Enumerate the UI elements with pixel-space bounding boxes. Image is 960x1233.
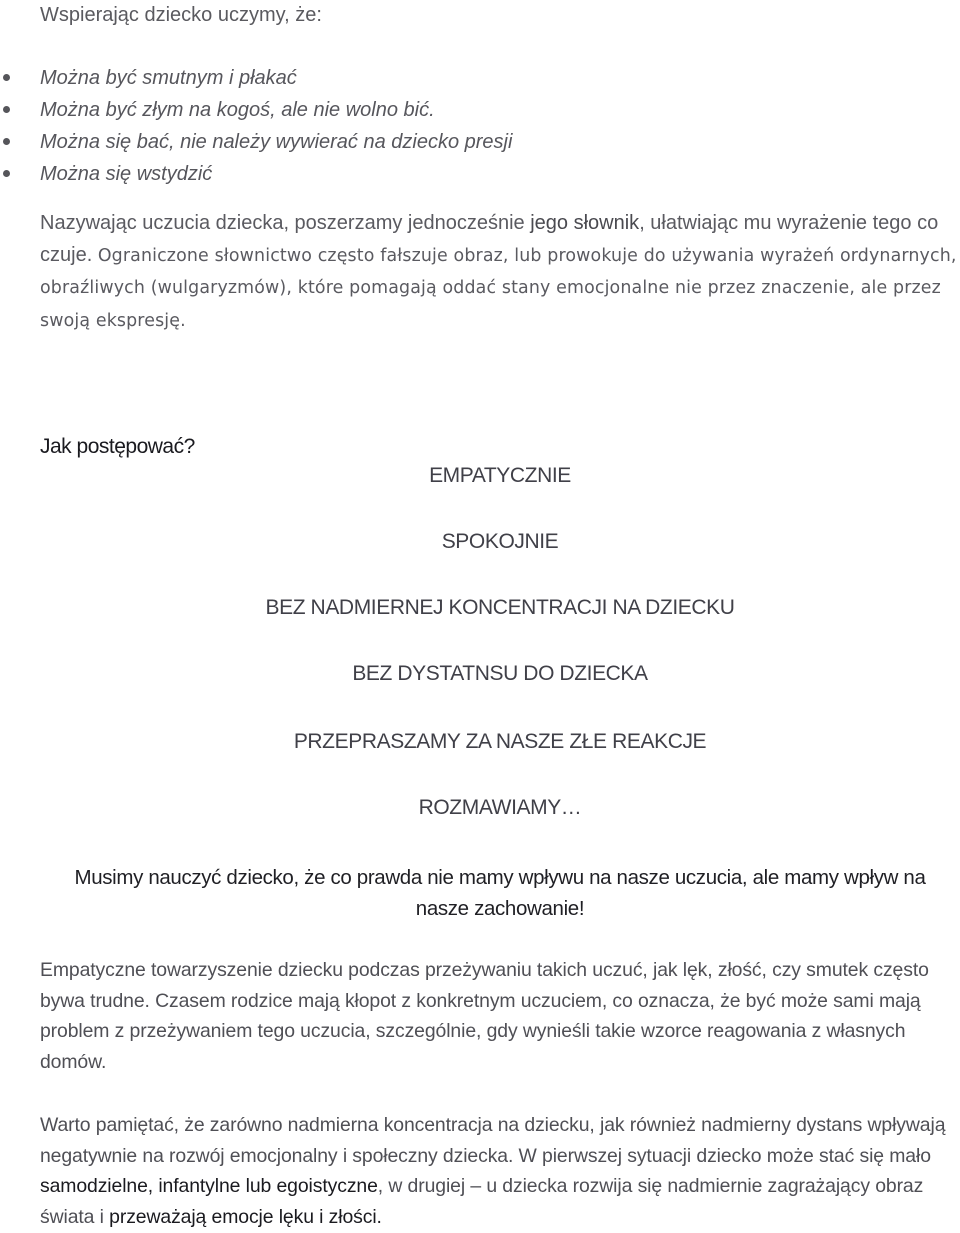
empathy-paragraph: Empatyczne towarzyszenie dziecku podczas przeżywaniu takich uczuć, jak lęk, złość, czy smutek często bywa trudne. Czasem rodzice mają kłopot z konkretnym uczuciem, co oznacza, że być może sami mają problem z przeżywaniem tego uczucia, szczególnie, gdy wynieśli takie wzorce reagowania z własnych domów. [40,959,929,1074]
key-message: Musimy nauczyć dziecko, że co prawda nie mamy wpływu na nasze uczucia, ale mamy wpływ na nasze zachowanie! [74,866,926,920]
emphasis-text: jego słownik [530,212,640,234]
bullet-list [0,62,512,190]
bullet-dot-icon [3,106,10,113]
emphasis-text: samodzielne, infantylne lub egoistyczne [40,1175,378,1198]
how-item: ROZMAWIAMY… [418,796,582,819]
how-item: PRZEPRASZAMY ZA NASZE ZŁE REAKCJE [293,730,707,753]
balance-paragraph: Warto pamiętać, że zarówno nadmierna koncentracja na dziecku, jak również nadmierny dystans wpływają negatywnie na rozwój emocjonalny i społeczny dziecka. W pierwszej sytuacji dziecko może stać się mało samodzielne, infantylne lub egoistyczne, w drugiej – u dziecka rozwija się nadmiernie zagrażający obraz świata i przeważają emocje lęku i złości. [40,1114,946,1229]
bullet-item: Można się bać, nie należy wywierać na dziecko presji [0,126,512,158]
bullet-dot-icon [3,170,10,177]
how-item: BEZ NADMIERNEJ KONCENTRACJI NA DZIECKU [265,596,735,619]
bullet-item: Można się wstydzić [0,158,512,190]
bullet-item: Można być smutnym i płakać [0,62,512,94]
bullet-dot-icon [3,74,10,81]
vocabulary-paragraph: Nazywając uczucia dziecka, poszerzamy jednocześnie jego słownik, ułatwiając mu wyrażenie tego co czuje. Ograniczone słownictwo często fałszuje obraz, lub prowokuje do używania wyrażeń ordynarnych, obraźliwych (wulgaryzmów), które pomagają oddać stany emocjonalne nie przez znaczenie, ale przez swoją ekspresję. [40,212,957,331]
emphasis-text: przeważają emocje lęku i złości. [109,1206,382,1229]
how-item: EMPATYCZNIE [429,464,571,487]
how-item: SPOKOJNIE [441,530,559,553]
bullet-dot-icon [3,138,10,145]
bullet-item: Można być złym na kogoś, ale nie wolno bić. [0,94,512,126]
intro-text: Wspierając dziecko uczymy, że: [40,4,322,26]
how-item: BEZ DYSTATNSU DO DZIECKA [352,662,648,685]
how-heading: Jak postępować? [40,435,195,458]
